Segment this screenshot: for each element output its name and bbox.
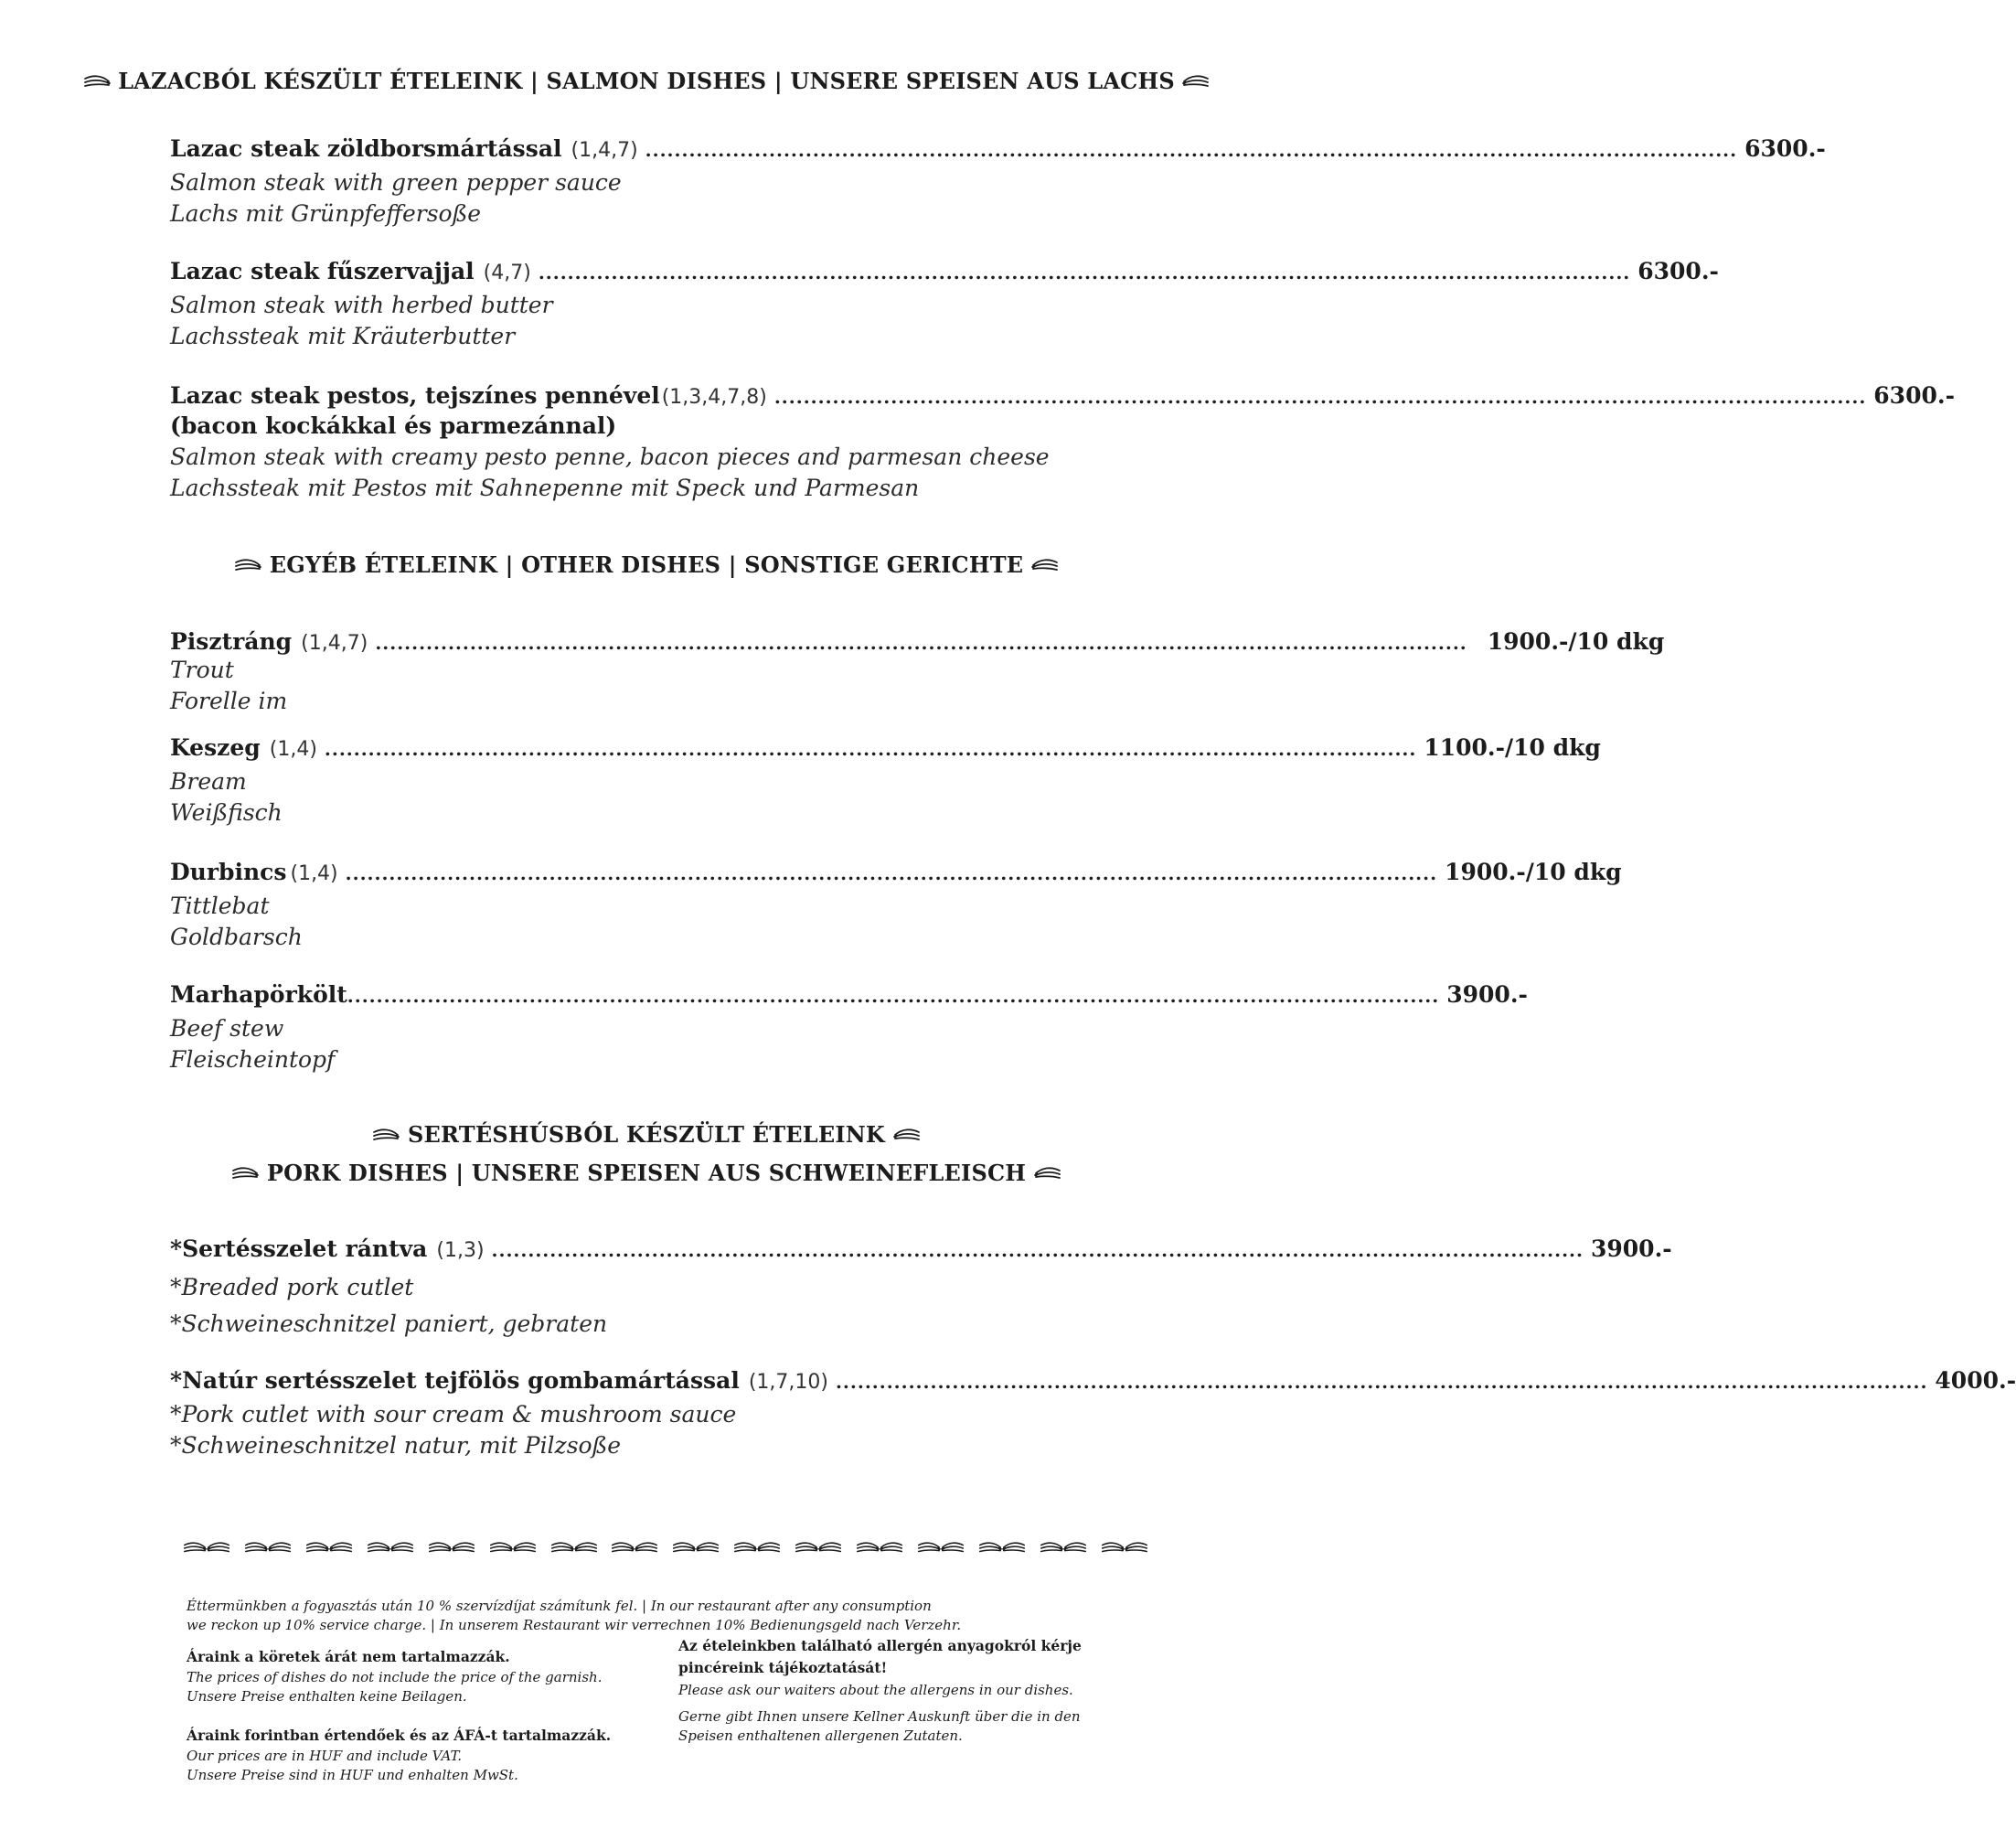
item-translation-de: Lachs mit Grünpfeffersoße — [170, 200, 482, 227]
allergen-note-hu-1: Az ételeinkben található allergén anyagokról kérje — [678, 1637, 1082, 1654]
fish-ornament-icon — [372, 1127, 400, 1145]
allergen-note-de-2: Speisen enthaltenen allergenen Zutaten. — [678, 1727, 963, 1744]
fish-ornament-icon — [489, 1540, 537, 1560]
item-price: 1900.-/10 dkg — [1445, 859, 1622, 885]
huf-vat-note — [187, 1725, 611, 1785]
allergen-note-de-1: Gerne gibt Ihnen unsere Kellner Auskunft über die in den — [678, 1708, 1081, 1725]
item-price: 4000.- — [1935, 1367, 2016, 1394]
menu-item-breaded-pork — [170, 1235, 1672, 1341]
fish-ornament-icon — [231, 1165, 259, 1183]
dot-leader: ...................................................................................................................................................... — [345, 862, 1438, 884]
allergen-note-hu-2: pincéreink tájékoztatását! — [678, 1659, 888, 1676]
item-price: 6300.- — [1744, 135, 1826, 162]
fish-ornament-icon — [978, 1540, 1026, 1560]
other-section-heading — [0, 551, 1293, 578]
other-heading-text: EGYÉB ÉTELEINK | OTHER DISHES | SONSTIGE GERICHTE — [269, 551, 1024, 578]
item-name: Pisztráng — [170, 628, 293, 655]
item-translation-en: Bream — [170, 768, 247, 795]
item-name: Lazac steak pestos, tejszínes pennével — [170, 382, 660, 409]
fish-ornament-icon — [917, 1540, 965, 1560]
menu-item-tittlebat — [170, 859, 1622, 953]
item-price: 3900.- — [1590, 1235, 1672, 1262]
fish-ornament-icon — [367, 1540, 414, 1560]
dot-leader: ...................................................................................................................................................... — [347, 985, 1440, 1007]
fish-ornament-icon — [1101, 1540, 1148, 1560]
dot-leader: ...................................................................................................................................................... — [645, 139, 1738, 161]
item-translation-de: Weißfisch — [170, 799, 283, 826]
item-name-line2: (bacon kockákkal és parmezánnal) — [170, 412, 617, 439]
fish-ornament-icon — [234, 557, 261, 575]
item-translation-de: Lachssteak mit Kräuterbutter — [170, 323, 516, 349]
fish-ornament-icon — [1034, 1165, 1061, 1183]
item-name: *Natúr sertésszelet tejfölös gombamártással — [170, 1367, 740, 1394]
fish-ornament-icon — [1182, 73, 1210, 91]
item-translation-en: Tittlebat — [170, 893, 270, 919]
menu-item-trout — [170, 628, 1665, 717]
fish-ornament-icon — [672, 1540, 720, 1560]
item-allergens: (4,7) — [483, 262, 531, 284]
menu-item-salmon-herb-butter — [170, 258, 1719, 352]
item-name: Marhapörkölt — [170, 981, 347, 1008]
item-price: 6300.- — [1637, 258, 1719, 284]
dot-leader: ...................................................................................................................................................... — [324, 738, 1417, 760]
item-translation-en: Salmon steak with green pepper sauce — [170, 169, 622, 196]
item-name: *Sertésszelet rántva — [170, 1235, 428, 1262]
huf-vat-note-en: Our prices are in HUF and include VAT. — [187, 1748, 463, 1764]
fish-ornament-icon — [428, 1540, 475, 1560]
item-translation-en: Beef stew — [170, 1015, 284, 1042]
item-translation-de: Lachssteak mit Pestos mit Sahnepenne mit Speck und Parmesan — [170, 475, 920, 501]
pork-heading-text-1: SERTÉSHÚSBÓL KÉSZÜLT ÉTELEINK — [408, 1121, 885, 1148]
item-allergens: (1,3,4,7,8) — [661, 386, 767, 409]
huf-vat-note-hu: Áraink forintban értendőek és az ÁFÁ-t tartalmazzák. — [187, 1727, 612, 1744]
item-translation-en: *Pork cutlet with sour cream & mushroom sauce — [170, 1401, 737, 1428]
item-allergens: (1,4,7) — [571, 139, 638, 162]
item-name: Lazac steak fűszervajjal — [170, 258, 475, 284]
item-translation-en: Salmon steak with creamy pesto penne, bacon pieces and parmesan cheese — [170, 444, 1050, 470]
service-charge-note — [187, 1597, 961, 1635]
pork-heading-text-2: PORK DISHES | UNSERE SPEISEN AUS SCHWEINEFLEISCH — [266, 1160, 1027, 1186]
allergen-note-en: Please ask our waiters about the allergens in our dishes. — [678, 1682, 1073, 1698]
fish-ornament-icon — [244, 1540, 292, 1560]
item-translation-en: Trout — [170, 657, 234, 683]
item-allergens: (1,4) — [290, 862, 338, 885]
item-translation-en: *Breaded pork cutlet — [170, 1274, 414, 1300]
item-name: Lazac steak zöldborsmártással — [170, 135, 562, 162]
allergen-note — [678, 1635, 1082, 1746]
garnish-note-en: The prices of dishes do not include the price of the garnish. — [187, 1669, 603, 1685]
menu-item-bream — [170, 734, 1601, 829]
garnish-note-hu: Áraink a köretek árát nem tartalmazzák. — [187, 1648, 510, 1665]
menu-item-salmon-green-pepper — [170, 135, 1826, 230]
item-translation-en: Salmon steak with herbed butter — [170, 292, 553, 318]
dot-leader: ...................................................................................................................................................... — [835, 1371, 1928, 1393]
fish-ornament-icon — [83, 73, 111, 91]
fish-ornament-icon — [893, 1127, 921, 1145]
item-price: 1100.-/10 dkg — [1424, 734, 1601, 761]
service-charge-line-2: we reckon up 10% service charge. | In unserem Restaurant wir verrechnen 10% Bedienungsgeld nach Verzehr. — [187, 1617, 962, 1633]
dot-leader: ...................................................................................................................................................... — [375, 632, 1467, 654]
service-charge-line-1: Éttermünkben a fogyasztás után 10 % szervízdíjat számítunk fel. | In our restaurant after any consumption — [187, 1598, 932, 1614]
fish-ornament-icon — [305, 1540, 353, 1560]
fish-ornament-icon — [550, 1540, 598, 1560]
fish-ornament-icon — [856, 1540, 903, 1560]
salmon-section-heading — [0, 68, 1293, 94]
item-allergens: (1,4,7) — [301, 632, 368, 655]
item-translation-de: *Schweineschnitzel paniert, gebraten — [170, 1310, 608, 1337]
item-translation-de: Fleischeintopf — [170, 1046, 336, 1073]
fish-ornament-icon — [1031, 557, 1059, 575]
dot-leader: ...................................................................................................................................................... — [773, 386, 1867, 408]
item-price: 1900.-/10 dkg — [1487, 628, 1665, 655]
garnish-note — [187, 1646, 602, 1706]
menu-item-beef-stew — [170, 981, 1528, 1075]
dot-leader: ...................................................................................................................................................... — [491, 1239, 1584, 1261]
item-price: 3900.- — [1446, 981, 1528, 1008]
item-translation-de: Forelle im — [170, 688, 288, 714]
item-allergens: (1,7,10) — [748, 1371, 828, 1394]
item-name: Durbincs — [170, 859, 287, 885]
fish-ornament-icon — [611, 1540, 658, 1560]
salmon-heading-text: LAZACBÓL KÉSZÜLT ÉTELEINK | SALMON DISHES | UNSERE SPEISEN AUS LACHS — [118, 68, 1175, 94]
fish-ornament-icon — [795, 1540, 842, 1560]
garnish-note-de: Unsere Preise enthalten keine Beilagen. — [187, 1688, 467, 1705]
pork-section-heading-2 — [0, 1160, 1293, 1186]
menu-item-natural-pork — [170, 1367, 2016, 1461]
huf-vat-note-de: Unsere Preise sind in HUF und enhalten MwSt. — [187, 1767, 518, 1783]
item-allergens: (1,4) — [269, 738, 317, 761]
ornament-divider — [183, 1540, 1148, 1560]
menu-item-salmon-pesto — [170, 382, 1955, 504]
fish-ornament-icon — [1040, 1540, 1087, 1560]
fish-ornament-icon — [733, 1540, 781, 1560]
item-translation-de: *Schweineschnitzel natur, mit Pilzsoße — [170, 1432, 622, 1459]
item-price: 6300.- — [1873, 382, 1955, 409]
item-allergens: (1,3) — [436, 1239, 485, 1262]
fish-ornament-icon — [183, 1540, 230, 1560]
item-translation-de: Goldbarsch — [170, 924, 303, 950]
item-name: Keszeg — [170, 734, 261, 761]
pork-section-heading-1 — [0, 1121, 1293, 1148]
dot-leader: ...................................................................................................................................................... — [538, 262, 1631, 283]
